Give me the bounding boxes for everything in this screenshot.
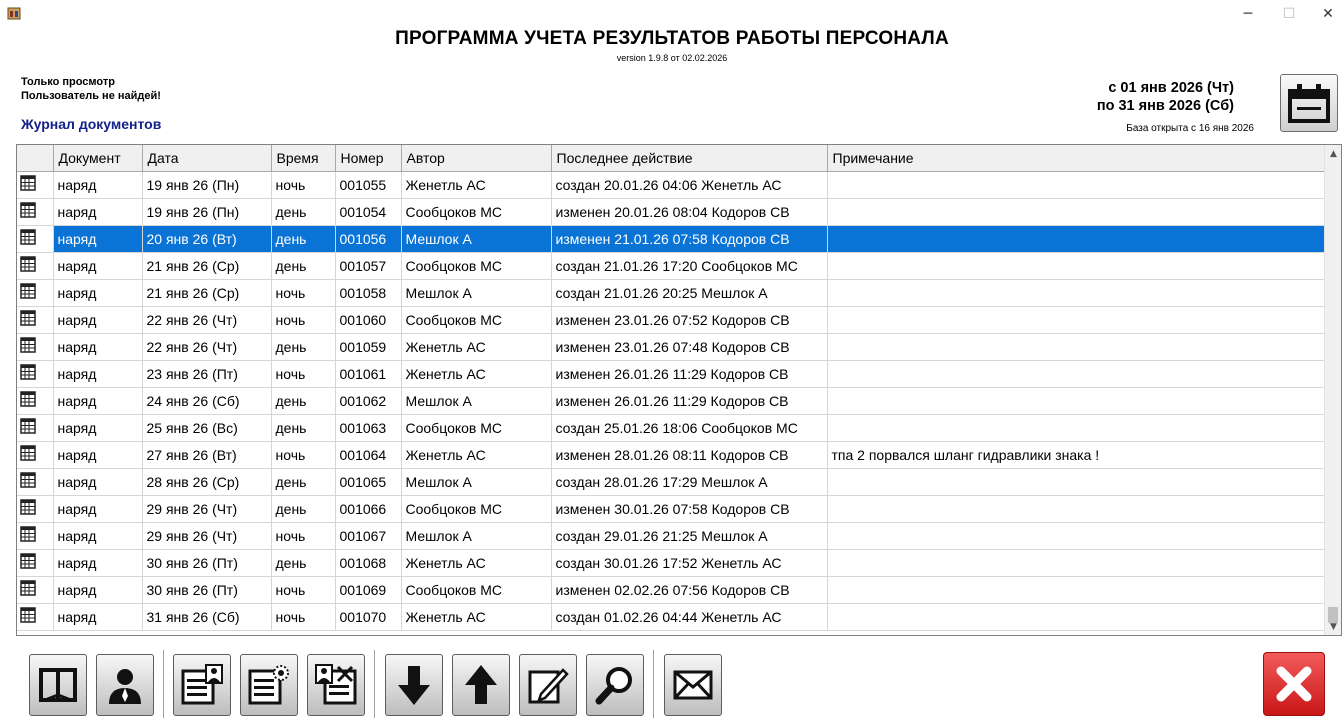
document-grid-icon (17, 549, 53, 576)
toolbar-separator (374, 650, 375, 718)
document-grid-icon (17, 495, 53, 522)
cell-document: наряд (53, 279, 142, 306)
cell-number: 001059 (335, 333, 401, 360)
cell-last-action: изменен 21.01.26 07:58 Кодоров СВ (551, 225, 827, 252)
col-author-header[interactable]: Автор (401, 145, 551, 171)
cell-note (827, 279, 1325, 306)
cell-last-action: изменен 26.01.26 11:29 Кодоров СВ (551, 360, 827, 387)
cell-date: 22 янв 26 (Чт) (142, 333, 271, 360)
cell-author: Женетль АС (401, 549, 551, 576)
cell-document: наряд (53, 522, 142, 549)
cell-date: 21 янв 26 (Ср) (142, 252, 271, 279)
mode-label: Только просмотр (21, 76, 115, 88)
table-row[interactable] (17, 279, 1325, 306)
table-row[interactable] (17, 495, 1325, 522)
table-row[interactable] (17, 252, 1325, 279)
cell-last-action: создан 28.01.26 17:29 Мешлок А (551, 468, 827, 495)
cell-author: Сообцоков МС (401, 576, 551, 603)
cell-document: наряд (53, 549, 142, 576)
search-icon (594, 664, 636, 706)
table-row[interactable] (17, 549, 1325, 576)
period-from: с 01 янв 2026 (Чт) (1108, 80, 1234, 96)
table-row[interactable] (17, 414, 1325, 441)
table-row[interactable] (17, 360, 1325, 387)
cell-number: 001070 (335, 603, 401, 630)
db-open-label: База открыта с 16 янв 2026 (1126, 123, 1254, 134)
table-row[interactable] (17, 306, 1325, 333)
col-time-header[interactable]: Время (271, 145, 335, 171)
document-settings-icon (247, 663, 291, 707)
cell-number: 001056 (335, 225, 401, 252)
table-row[interactable] (17, 171, 1325, 198)
cell-note (827, 252, 1325, 279)
cell-document: наряд (53, 252, 142, 279)
cell-date: 30 янв 26 (Пт) (142, 549, 271, 576)
cell-author: Сообцоков МС (401, 414, 551, 441)
col-icon-header[interactable] (17, 145, 53, 171)
table-row[interactable] (17, 225, 1325, 252)
toolbar-separator (163, 650, 164, 718)
book-icon (37, 664, 79, 706)
table-row[interactable] (17, 387, 1325, 414)
cell-date: 19 янв 26 (Пн) (142, 171, 271, 198)
cell-document: наряд (53, 171, 142, 198)
documents-grid[interactable] (16, 144, 1342, 636)
cell-time: день (271, 549, 335, 576)
toolbar-separator (653, 650, 654, 718)
cell-time: день (271, 333, 335, 360)
cell-author: Мешлок А (401, 522, 551, 549)
user-document-button[interactable] (173, 654, 231, 716)
cell-last-action: изменен 02.02.26 07:56 Кодоров СВ (551, 576, 827, 603)
cell-date: 29 янв 26 (Чт) (142, 522, 271, 549)
cell-note (827, 387, 1325, 414)
cell-note (827, 225, 1325, 252)
exit-button[interactable] (1263, 652, 1325, 716)
cell-time: день (271, 198, 335, 225)
close-icon (1274, 664, 1314, 704)
cell-last-action: изменен 20.01.26 08:04 Кодоров СВ (551, 198, 827, 225)
table-row[interactable] (17, 441, 1325, 468)
document-grid-icon (17, 279, 53, 306)
cell-number: 001063 (335, 414, 401, 441)
document-grid-icon (17, 576, 53, 603)
cell-author: Мешлок А (401, 468, 551, 495)
vertical-scrollbar[interactable] (1324, 145, 1341, 635)
cell-date: 22 янв 26 (Чт) (142, 306, 271, 333)
document-grid-icon (17, 414, 53, 441)
cell-document: наряд (53, 198, 142, 225)
mail-button[interactable] (664, 654, 722, 716)
user-document-icon (180, 663, 224, 707)
cell-date: 24 янв 26 (Сб) (142, 387, 271, 414)
cell-number: 001054 (335, 198, 401, 225)
cell-note: тпа 2 порвался шланг гидравлики знака ! (827, 441, 1325, 468)
cell-last-action: изменен 26.01.26 11:29 Кодоров СВ (551, 387, 827, 414)
document-grid-icon (17, 441, 53, 468)
cell-time: день (271, 414, 335, 441)
col-document-header[interactable]: Документ (53, 145, 142, 171)
col-number-header[interactable]: Номер (335, 145, 401, 171)
cell-last-action: создан 20.01.26 04:06 Женетль АС (551, 171, 827, 198)
search-button[interactable] (586, 654, 644, 716)
calendar-icon (1287, 81, 1331, 125)
cell-date: 29 янв 26 (Чт) (142, 495, 271, 522)
user-button[interactable] (96, 654, 154, 716)
cell-last-action: создан 30.01.26 17:52 Женетль АС (551, 549, 827, 576)
col-last-action-header[interactable]: Последнее действие (551, 145, 827, 171)
cell-date: 20 янв 26 (Вт) (142, 225, 271, 252)
cell-number: 001068 (335, 549, 401, 576)
cell-document: наряд (53, 576, 142, 603)
table-row[interactable] (17, 576, 1325, 603)
window-close-button[interactable] (1313, 4, 1343, 24)
user-label: Пользователь не найдей! (21, 90, 161, 102)
cell-note (827, 306, 1325, 333)
cell-note (827, 198, 1325, 225)
document-grid-icon (17, 387, 53, 414)
cell-date: 28 янв 26 (Ср) (142, 468, 271, 495)
edit-button[interactable] (519, 654, 577, 716)
cell-document: наряд (53, 333, 142, 360)
cell-author: Сообцоков МС (401, 306, 551, 333)
section-title: Журнал документов (21, 116, 162, 132)
document-grid-icon (17, 306, 53, 333)
cell-time: день (271, 468, 335, 495)
cell-document: наряд (53, 414, 142, 441)
cell-time: ночь (271, 576, 335, 603)
table-row[interactable] (17, 333, 1325, 360)
cell-date: 23 янв 26 (Пт) (142, 360, 271, 387)
document-grid-icon (17, 171, 53, 198)
document-grid-icon (17, 333, 53, 360)
cell-document: наряд (53, 495, 142, 522)
table-row[interactable] (17, 468, 1325, 495)
minimize-icon: ─ (1243, 6, 1253, 22)
cell-note (827, 576, 1325, 603)
cell-note (827, 549, 1325, 576)
cell-date: 27 янв 26 (Вт) (142, 441, 271, 468)
cell-number: 001062 (335, 387, 401, 414)
cell-time: ночь (271, 603, 335, 630)
document-grid-icon (17, 225, 53, 252)
cell-note (827, 360, 1325, 387)
cell-last-action: изменен 23.01.26 07:52 Кодоров СВ (551, 306, 827, 333)
scroll-down-icon[interactable]: ▼ (1330, 621, 1337, 632)
cell-last-action: создан 25.01.26 18:06 Сообцоков МС (551, 414, 827, 441)
cell-date: 31 янв 26 (Сб) (142, 603, 271, 630)
cell-number: 001057 (335, 252, 401, 279)
move-up-button[interactable] (452, 654, 510, 716)
cell-last-action: изменен 23.01.26 07:48 Кодоров СВ (551, 333, 827, 360)
document-delete-button[interactable] (307, 654, 365, 716)
app-title: ПРОГРАММА УЧЕТА РЕЗУЛЬТАТОВ РАБОТЫ ПЕРСОНАЛА (395, 28, 949, 49)
cell-time: ночь (271, 306, 335, 333)
cell-time: день (271, 225, 335, 252)
cell-document: наряд (53, 360, 142, 387)
app-icon (6, 5, 22, 21)
cell-last-action: создан 21.01.26 20:25 Мешлок А (551, 279, 827, 306)
cell-last-action: создан 01.02.26 04:44 Женетль АС (551, 603, 827, 630)
period-to: по 31 янв 2026 (Сб) (1096, 98, 1234, 114)
document-grid-icon (17, 603, 53, 630)
cell-note (827, 171, 1325, 198)
cell-author: Женетль АС (401, 441, 551, 468)
cell-document: наряд (53, 225, 142, 252)
cell-time: ночь (271, 171, 335, 198)
table-row[interactable] (17, 603, 1325, 630)
table-header (17, 145, 1325, 171)
cell-author: Женетль АС (401, 171, 551, 198)
maximize-icon: ☐ (1282, 6, 1296, 22)
cell-author: Сообцоков МС (401, 495, 551, 522)
document-grid-icon (17, 360, 53, 387)
user-icon (104, 664, 146, 706)
cell-document: наряд (53, 441, 142, 468)
cell-document: наряд (53, 603, 142, 630)
close-icon: ✕ (1322, 6, 1334, 22)
arrow-down-icon (394, 663, 434, 707)
table-row[interactable] (17, 198, 1325, 225)
cell-note (827, 414, 1325, 441)
cell-author: Мешлок А (401, 225, 551, 252)
cell-last-action: изменен 28.01.26 08:11 Кодоров СВ (551, 441, 827, 468)
cell-last-action: создан 21.01.26 17:20 Сообцоков МС (551, 252, 827, 279)
calendar-button[interactable] (1280, 74, 1338, 132)
document-grid-icon (17, 522, 53, 549)
table-row[interactable] (17, 522, 1325, 549)
cell-number: 001066 (335, 495, 401, 522)
cell-date: 30 янв 26 (Пт) (142, 576, 271, 603)
cell-note (827, 495, 1325, 522)
document-grid-icon (17, 468, 53, 495)
cell-number: 001069 (335, 576, 401, 603)
arrow-up-icon (461, 663, 501, 707)
cell-time: день (271, 495, 335, 522)
document-grid-icon (17, 252, 53, 279)
cell-last-action: изменен 30.01.26 07:58 Кодоров СВ (551, 495, 827, 522)
cell-author: Женетль АС (401, 360, 551, 387)
document-delete-icon (314, 663, 358, 707)
edit-icon (527, 664, 569, 706)
cell-time: ночь (271, 441, 335, 468)
cell-time: ночь (271, 279, 335, 306)
cell-document: наряд (53, 306, 142, 333)
cell-number: 001067 (335, 522, 401, 549)
cell-number: 001061 (335, 360, 401, 387)
scroll-up-icon[interactable]: ▲ (1330, 148, 1337, 159)
document-settings-button[interactable] (240, 654, 298, 716)
cell-number: 001055 (335, 171, 401, 198)
document-grid-icon (17, 198, 53, 225)
col-date-header[interactable]: Дата (142, 145, 271, 171)
documents-table (17, 145, 1326, 631)
cell-note (827, 603, 1325, 630)
maximize-button[interactable] (1274, 4, 1304, 24)
journal-book-button[interactable] (29, 654, 87, 716)
cell-number: 001065 (335, 468, 401, 495)
cell-last-action: создан 29.01.26 21:25 Мешлок А (551, 522, 827, 549)
cell-number: 001058 (335, 279, 401, 306)
cell-number: 001064 (335, 441, 401, 468)
mail-icon (672, 667, 714, 703)
cell-author: Женетль АС (401, 333, 551, 360)
cell-document: наряд (53, 387, 142, 414)
cell-author: Сообцоков МС (401, 252, 551, 279)
cell-author: Мешлок А (401, 279, 551, 306)
move-down-button[interactable] (385, 654, 443, 716)
cell-time: день (271, 387, 335, 414)
cell-note (827, 468, 1325, 495)
cell-time: день (271, 252, 335, 279)
cell-date: 21 янв 26 (Ср) (142, 279, 271, 306)
version-label: version 1.9.8 от 02.02.2026 (616, 53, 728, 63)
minimize-button[interactable] (1233, 4, 1263, 24)
cell-document: наряд (53, 468, 142, 495)
cell-author: Мешлок А (401, 387, 551, 414)
cell-note (827, 333, 1325, 360)
cell-date: 19 янв 26 (Пн) (142, 198, 271, 225)
cell-number: 001060 (335, 306, 401, 333)
cell-time: ночь (271, 360, 335, 387)
cell-author: Сообцоков МС (401, 198, 551, 225)
status-block (21, 75, 161, 103)
cell-time: ночь (271, 522, 335, 549)
cell-note (827, 522, 1325, 549)
col-note-header[interactable]: Примечание (827, 145, 1325, 171)
cell-author: Женетль АС (401, 603, 551, 630)
cell-date: 25 янв 26 (Вс) (142, 414, 271, 441)
